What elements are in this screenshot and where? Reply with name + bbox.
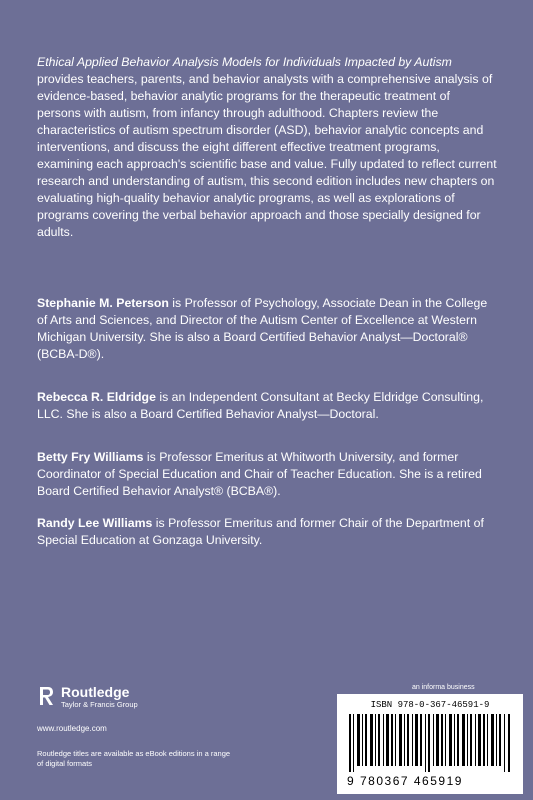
author-name: Randy Lee Williams (37, 516, 153, 530)
publisher-name: Routledge (61, 684, 130, 700)
routledge-logo-icon (37, 685, 55, 707)
author-bio-text: is Professor Emeritus at Whitworth University, and former Coordinator of Special Education and Chair of Teacher Education. She is a retired Board Certified Behavior Analyst® (BCBA®). (37, 450, 482, 498)
isbn-text: ISBN 978-0-367-46591-9 (370, 700, 490, 710)
barcode-digits: 9 780367 465919 (347, 774, 463, 788)
informa-tagline: an informa business (412, 684, 475, 691)
publisher-group: Taylor & Francis Group (61, 700, 138, 709)
author-name: Stephanie M. Peterson (37, 296, 169, 310)
barcode-panel (337, 694, 523, 794)
author-bio-text: is an Independent Consultant at Becky Eldridge Consulting, LLC. She is also a Board Certified Behavior Analyst—Doctoral. (37, 390, 484, 421)
author-bio-text: is Professor Emeritus and former Chair of the Department of Special Education at Gonzaga University. (37, 516, 484, 547)
author-bio (37, 295, 497, 363)
author-bio (37, 449, 497, 500)
ebook-note: Routledge titles are available as eBook editions in a range of digital formats (37, 749, 231, 768)
author-bio (37, 515, 497, 549)
back-cover-description (37, 54, 497, 241)
publisher-logo (37, 685, 138, 710)
author-bio (37, 389, 497, 423)
barcode-icon (349, 714, 511, 772)
book-title: Ethical Applied Behavior Analysis Models for Individuals Impacted by Autism (37, 55, 452, 69)
author-name: Rebecca R. Eldridge (37, 390, 156, 404)
description-text: provides teachers, parents, and behavior analysts with a comprehensive analysis of evidence-based, behavior analytic programs for the therapeutic treatment of persons with autism, from infancy through adulthood. Chapters review the characteristics of autism spectrum disorder (ASD), behavior analytic concepts and interventions, and discuss the eight different effective treatment programs, examining each approach's scientific base and value. Fully updated to reflect current research and understanding of autism, this second edition includes new chapters on evaluating high-quality behavior analytic programs, as well as explorations of programs covering the verbal behavior approach and those specially designed for adults. (37, 72, 497, 239)
publisher-url[interactable]: www.routledge.com (37, 724, 107, 733)
author-bio-text: is Professor of Psychology, Associate Dean in the College of Arts and Sciences, and Director of the Autism Center of Excellence at Western Michigan University. She is also a Board Certified Behavior Analyst—Doctoral® (BCBA-D®). (37, 296, 488, 361)
author-name: Betty Fry Williams (37, 450, 144, 464)
